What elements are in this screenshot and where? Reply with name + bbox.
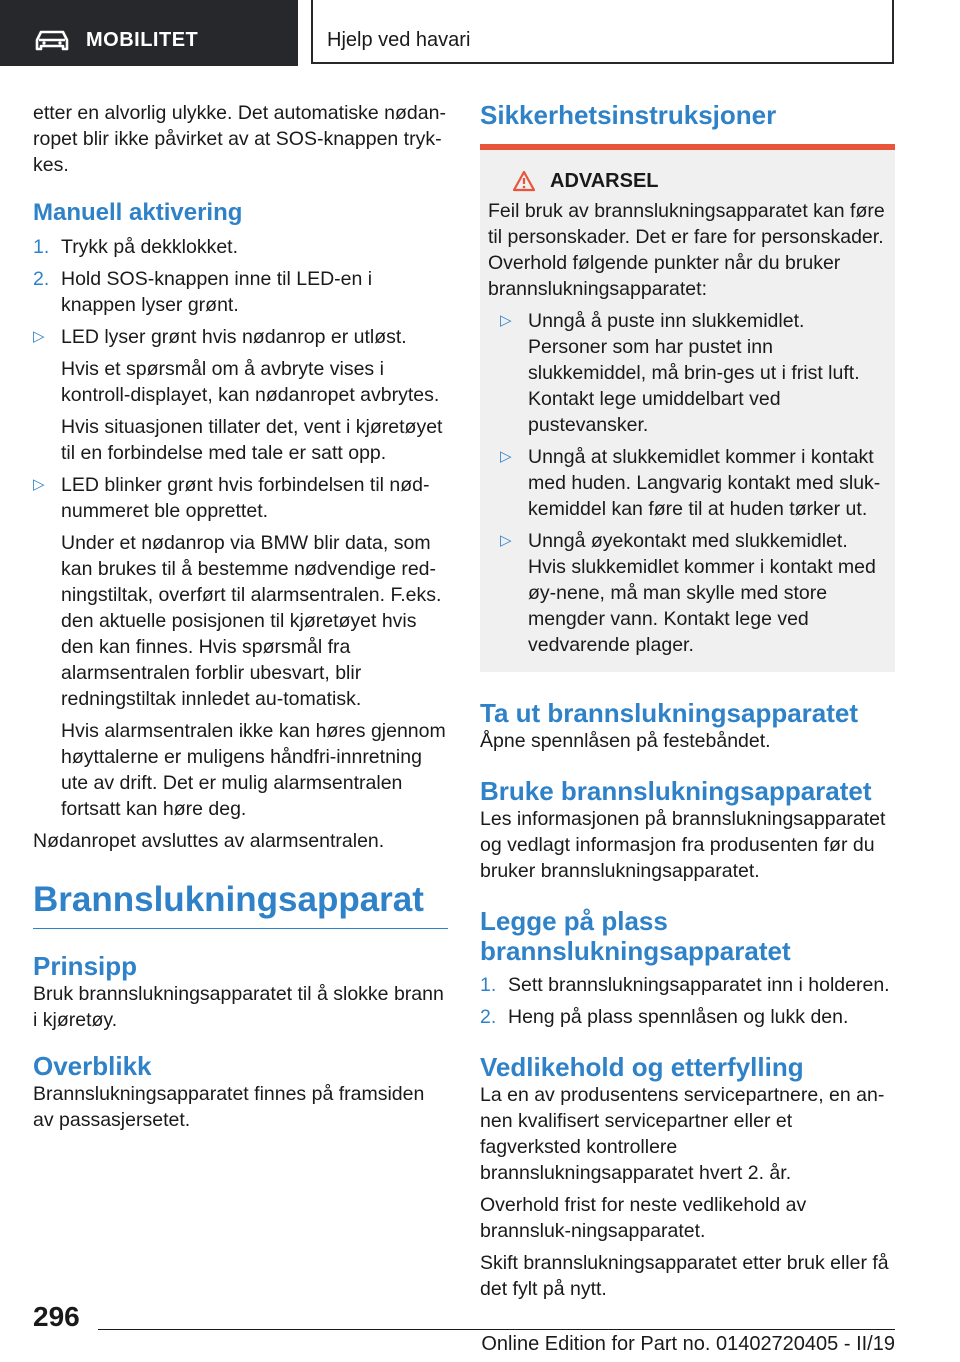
warning-bullet-text: Unngå å puste inn slukkemidlet. Personer som har pustet inn slukkemiddel, må brin-ges ut i frist luft. Kontakt lege umiddelbart ved pustevansker.: [528, 310, 860, 436]
maintenance-paragraph: Overhold frist for neste vedlikehold av brannsluk-ningsapparatet.: [480, 1194, 807, 1242]
principle-heading: Prinsipp: [33, 951, 138, 981]
warning-bullet-text: Unngå øyekontakt med slukkemidlet. Hvis slukkemidlet kommer i kontakt med øy-nene, må man skylle med store mengder vann. Kontakt lege ved vedvarende plager.: [528, 530, 876, 656]
triangle-bullet-icon: ▷: [500, 532, 512, 549]
car-icon: [34, 29, 70, 53]
triangle-bullet-icon: ▷: [33, 476, 45, 493]
triangle-bullet-icon: ▷: [500, 448, 512, 465]
warning-triangle-icon: [512, 170, 536, 192]
list-number: 1.: [33, 236, 50, 258]
warning-bullet-text: Unngå at slukkemidlet kommer i kontakt med huden. Langvarig kontakt med sluk-kemiddel kan føre til at huden tørker ut.: [528, 446, 881, 520]
place-heading: Legge på plass brannslukningsapparatet: [480, 906, 791, 966]
left-column: [33, 100, 448, 1133]
page-number: 296: [33, 1301, 80, 1332]
edition-text: Online Edition for Part no. 01402720405 - II/19: [481, 1333, 895, 1355]
warning-bullet: [500, 444, 887, 522]
section-rule: [33, 928, 448, 929]
bullet-detail: Hvis alarmsentralen ikke kan høres gjennom høyttalerne er muligens håndfri-innretning ute av drift. Det er mulig alarmsentralen fortsatt kan høre deg.: [61, 720, 446, 820]
use-heading: Bruke brannslukningsapparatet: [480, 776, 872, 806]
end-call-paragraph: Nødanropet avsluttes av alarmsentralen.: [33, 830, 385, 852]
list-item: [480, 972, 895, 998]
overview-text: Brannslukningsapparatet finnes på framsiden av passasjersetet.: [33, 1083, 425, 1131]
remove-heading: Ta ut brannslukningsapparatet: [480, 698, 859, 728]
list-item: [33, 234, 448, 260]
safety-heading: Sikkerhetsinstruksjoner: [480, 100, 777, 130]
footer-rule: [98, 1329, 895, 1330]
maintenance-heading: Vedlikehold og etterfylling: [480, 1052, 804, 1082]
overview-heading: Overblikk: [33, 1051, 152, 1081]
warning-text: Feil bruk av brannslukningsapparatet kan føre til personskader. Det er fare for personskader. Overhold følgende punkter når du bruker brannslukningsapparatet:: [488, 200, 885, 300]
warning-bullet: [500, 528, 887, 658]
intro-paragraph: etter en alvorlig ulykke. Det automatiske nødan-ropet blir ikke påvirket av at SOS-knappen tryk-kes.: [33, 102, 446, 176]
bullet-detail: Hvis situasjonen tillater det, vent i kjøretøyet til en forbindelse med tale er satt opp.: [61, 416, 443, 464]
bullet-detail: Hvis et spørsmål om å avbryte vises i kontroll-displayet, kan nødanropet avbrytes.: [61, 358, 440, 406]
warning-title: [488, 168, 887, 194]
maintenance-paragraph: La en av produsentens servicepartnere, en an-nen kvalifisert servicepartner eller et fagverksted kontrollere brannslukningsapparatet hvert 2. år.: [480, 1084, 885, 1184]
bullet-text: LED blinker grønt hvis forbindelsen til nød-nummeret ble opprettet.: [61, 474, 430, 522]
tab-hjelp-label: Hjelp ved havari: [327, 29, 471, 51]
bullet-detail: Under et nødanrop via BMW blir data, som kan brukes til å bestemme nødvendige red-ningstiltak, overført til alarmsentralen. F.eks. den aktuelle posisjonen til kjøretøyet hvis den kan finnes. Hvis spørsmål fra alarmsentralen forblir ubesvart, blir redningstiltak innledet au-tomatisk.: [61, 532, 442, 710]
list-text: Hold SOS-knappen inne til LED-en i knappen lyser grønt.: [61, 268, 373, 316]
list-number: 2.: [33, 268, 50, 290]
section-title: Brannslukningsapparat: [33, 880, 424, 919]
principle-text: Bruk brannslukningsapparatet til å slokke brann i kjøretøy.: [33, 983, 444, 1031]
tab-mobilitet-label: MOBILITET: [86, 29, 199, 51]
use-text: Les informasjonen på brannslukningsapparatet og vedlagt informasjon fra produsenten før du bruker brannslukningsapparatet.: [480, 808, 886, 882]
warning-box: [480, 150, 895, 672]
list-text: Heng på plass spennlåsen og lukk den.: [508, 1006, 849, 1028]
bullet-item: [33, 324, 448, 350]
manual-activation-heading: Manuell aktivering: [33, 199, 243, 226]
warning-title-text: ADVARSEL: [550, 170, 659, 192]
warning-bullet: [500, 308, 887, 438]
list-text: Sett brannslukningsapparatet inn i holderen.: [508, 974, 890, 996]
triangle-bullet-icon: ▷: [33, 328, 45, 345]
list-item: [33, 266, 448, 318]
list-number: 2.: [480, 1006, 497, 1028]
tab-mobilitet[interactable]: [0, 0, 298, 66]
list-text: Trykk på dekklokket.: [61, 236, 239, 258]
remove-text: Åpne spennlåsen på festebåndet.: [480, 730, 771, 752]
page-header: [0, 0, 960, 66]
bullet-item: [33, 472, 448, 524]
right-column: [480, 100, 895, 1302]
list-number: 1.: [480, 974, 497, 996]
bullet-text: LED lyser grønt hvis nødanrop er utløst.: [61, 326, 407, 348]
page-footer: [0, 1295, 960, 1362]
maintenance-paragraph: Skift brannslukningsapparatet etter bruk eller få det fylt på nytt.: [480, 1252, 889, 1300]
list-item: [480, 1004, 895, 1030]
tab-hjelp-ved-havari[interactable]: [311, 0, 894, 64]
triangle-bullet-icon: ▷: [500, 312, 512, 329]
